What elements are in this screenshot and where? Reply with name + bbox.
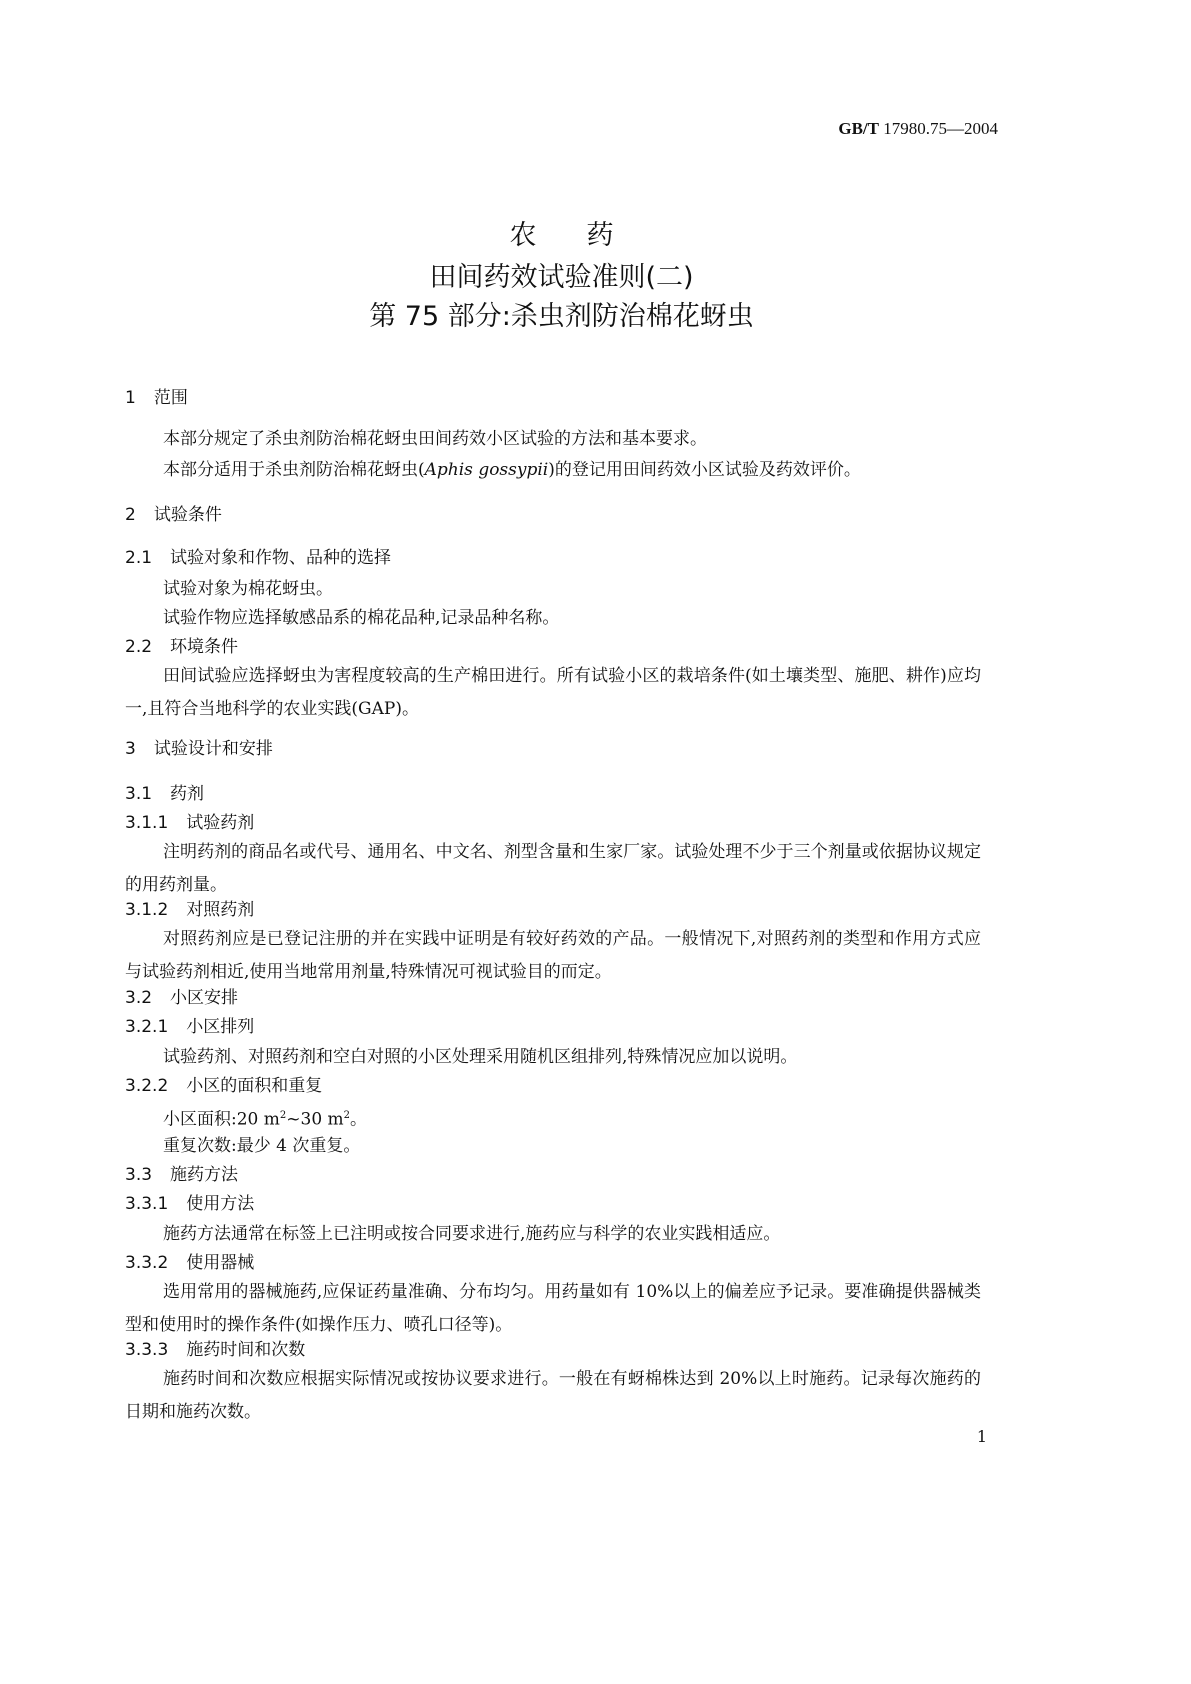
section-number: 3.1.1 bbox=[125, 813, 169, 833]
section-number: 3.1.2 bbox=[125, 900, 169, 920]
page-number: 1 bbox=[976, 1427, 987, 1446]
area-min: 20 m bbox=[236, 1109, 280, 1130]
section-2-heading bbox=[125, 503, 222, 527]
section-title: 试验设计和安排 bbox=[153, 739, 273, 759]
area-range-separator: ~ bbox=[286, 1109, 301, 1130]
paragraph: 本部分规定了杀虫剂防治棉花蚜虫田间药效小区试验的方法和基本要求。 bbox=[163, 429, 707, 449]
paragraph bbox=[163, 458, 861, 482]
section-number: 3 bbox=[125, 739, 136, 759]
section-3-3-2-heading bbox=[125, 1251, 254, 1275]
section-3-3-1-heading bbox=[125, 1192, 254, 1216]
plot-area-line bbox=[163, 1104, 367, 1132]
section-3-heading bbox=[125, 737, 273, 761]
section-3-3-heading bbox=[125, 1163, 238, 1187]
title-line-2: 田间药效试验准则(二) bbox=[429, 262, 694, 293]
section-title: 使用器械 bbox=[186, 1253, 255, 1273]
section-number: 3.2 bbox=[125, 988, 153, 1008]
paragraph: 施药方法通常在标签上已注明或按合同要求进行,施药应与科学的农业实践相适应。 bbox=[163, 1224, 781, 1244]
standard-number: 17980.75—2004 bbox=[883, 119, 998, 138]
section-title: 药剂 bbox=[170, 784, 205, 804]
section-title: 使用方法 bbox=[186, 1194, 255, 1214]
section-number: 3.2.2 bbox=[125, 1076, 169, 1096]
section-3-1-1-heading bbox=[125, 811, 254, 835]
paragraph-text: )的登记用田间药效小区试验及药效评价。 bbox=[548, 460, 861, 480]
section-number: 1 bbox=[125, 388, 136, 408]
paragraph: 施药时间和次数应根据实际情况或按协议要求进行。一般在有蚜棉株达到 20%以上时施药。记录每次施药的日期和施药次数。 bbox=[125, 1369, 981, 1422]
section-title: 范围 bbox=[153, 388, 188, 408]
paragraph: 试验作物应选择敏感品系的棉花品种,记录品种名称。 bbox=[163, 608, 560, 628]
section-number: 3.3.1 bbox=[125, 1194, 169, 1214]
section-number: 3.2.1 bbox=[125, 1017, 169, 1037]
paragraph: 注明药剂的商品名或代号、通用名、中文名、剂型含量和生家厂家。试验处理不少于三个剂量或依据协议规定的用药剂量。 bbox=[125, 842, 981, 895]
section-title: 小区安排 bbox=[170, 988, 239, 1008]
area-max: 30 m bbox=[300, 1109, 344, 1130]
paragraph: 选用常用的器械施药,应保证药量准确、分布均匀。用药量如有 10%以上的偏差应予记录。要准确提供器械类型和使用时的操作条件(如操作压力、喷孔口径等)。 bbox=[125, 1282, 981, 1335]
section-title: 环境条件 bbox=[170, 637, 239, 657]
section-number: 2.2 bbox=[125, 637, 153, 657]
section-title: 施药方法 bbox=[170, 1165, 239, 1185]
paragraph: 试验药剂、对照药剂和空白对照的小区处理采用随机区组排列,特殊情况应加以说明。 bbox=[163, 1047, 798, 1067]
section-2-1-heading bbox=[125, 546, 391, 570]
paragraph: 对照药剂应是已登记注册的并在实践中证明是有较好药效的产品。一般情况下,对照药剂的类型和作用方式应与试验药剂相近,使用当地常用剂量,特殊情况可视试验目的而定。 bbox=[125, 929, 981, 982]
section-title: 小区的面积和重复 bbox=[186, 1076, 323, 1096]
area-unit-exponent: 2 bbox=[343, 1110, 351, 1121]
section-number: 2.1 bbox=[125, 548, 153, 568]
section-3-1-2-heading bbox=[125, 898, 254, 922]
section-title: 施药时间和次数 bbox=[186, 1340, 306, 1360]
section-number: 3.3 bbox=[125, 1165, 153, 1185]
standard-code bbox=[838, 119, 998, 139]
section-1-heading bbox=[125, 386, 188, 410]
section-title: 小区排列 bbox=[186, 1017, 255, 1037]
area-end-punct: 。 bbox=[350, 1109, 368, 1130]
section-title: 试验对象和作物、品种的选择 bbox=[170, 548, 392, 568]
section-title: 对照药剂 bbox=[186, 900, 255, 920]
section-3-3-3-heading bbox=[125, 1338, 305, 1362]
area-unit-exponent: 2 bbox=[279, 1110, 287, 1121]
section-number: 3.3.2 bbox=[125, 1253, 169, 1273]
paragraph-text: 本部分适用于杀虫剂防治棉花蚜虫( bbox=[163, 460, 425, 480]
section-3-1-heading bbox=[125, 782, 204, 806]
section-number: 3.1 bbox=[125, 784, 153, 804]
paragraph: 试验对象为棉花蚜虫。 bbox=[163, 579, 333, 599]
title-line-1: 农药 bbox=[509, 220, 664, 251]
standard-prefix: GB/T bbox=[838, 119, 879, 138]
section-title: 试验药剂 bbox=[186, 813, 255, 833]
section-2-2-heading bbox=[125, 635, 238, 659]
area-label: 小区面积: bbox=[163, 1109, 237, 1130]
paragraph: 田间试验应选择蚜虫为害程度较高的生产棉田进行。所有试验小区的栽培条件(如土壤类型、施肥、耕作)应均一,且符合当地科学的农业实践(GAP)。 bbox=[125, 666, 981, 719]
title-line-3: 第 75 部分:杀虫剂防治棉花蚜虫 bbox=[369, 301, 754, 332]
section-3-2-heading bbox=[125, 986, 238, 1010]
section-3-2-1-heading bbox=[125, 1015, 254, 1039]
section-title: 试验条件 bbox=[153, 505, 222, 525]
section-number: 2 bbox=[125, 505, 136, 525]
species-latin-name: Aphis gossypii bbox=[424, 460, 549, 480]
section-number: 3.3.3 bbox=[125, 1340, 169, 1360]
paragraph: 重复次数:最少 4 次重复。 bbox=[163, 1136, 361, 1156]
section-3-2-2-heading bbox=[125, 1074, 322, 1098]
